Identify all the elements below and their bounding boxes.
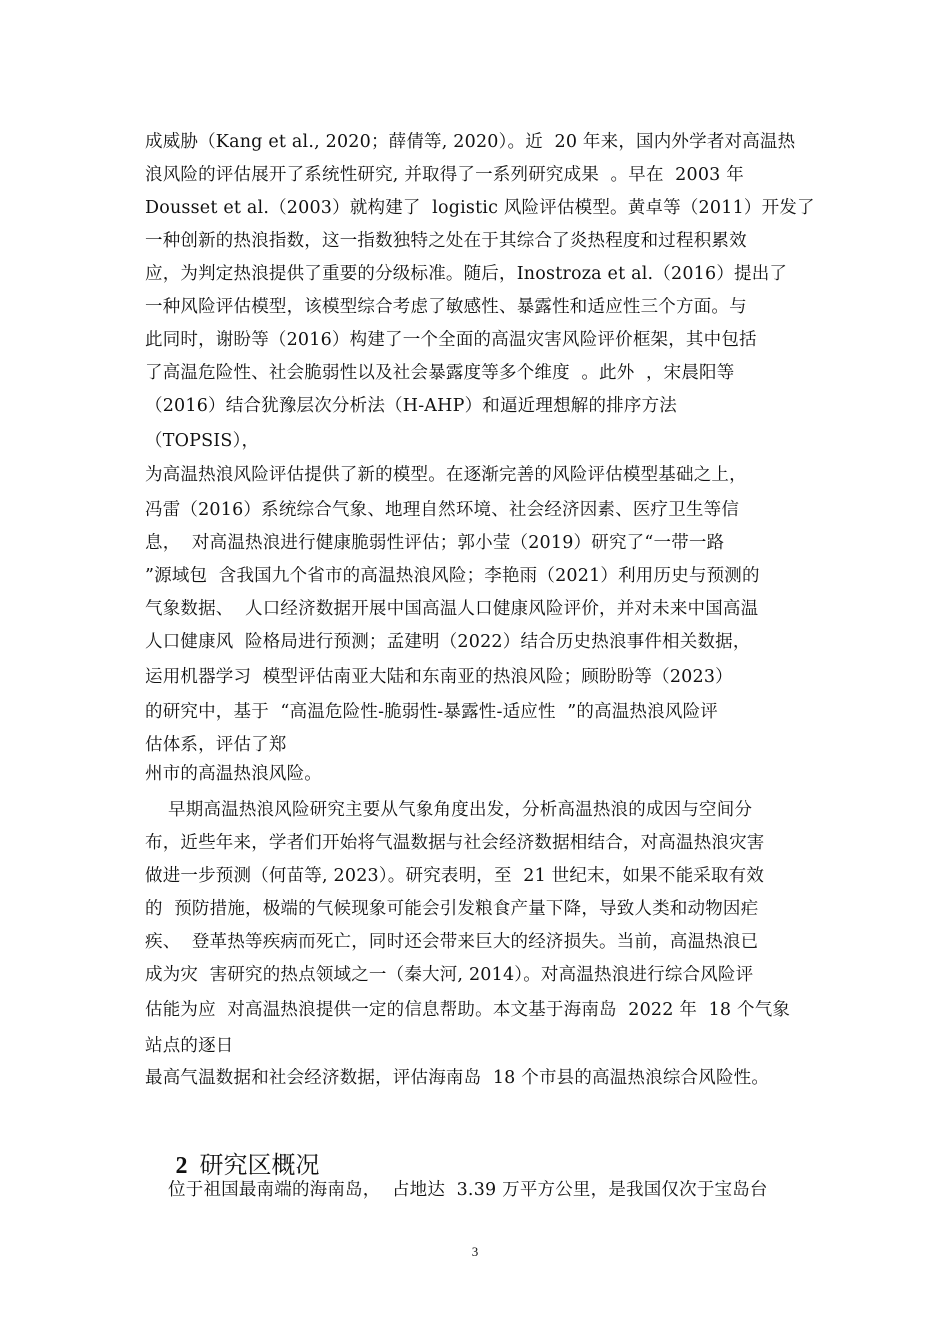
body-line: 做进一步预测（何苗等, 2023）。研究表明，至 21 世纪末，如果不能采取有效	[145, 866, 765, 886]
body-line: 位于祖国最南端的海南岛， 占地达 3.39 万平方公里，是我国仅次于宝岛台	[145, 1180, 768, 1200]
body-line: 估体系，评估了郑	[145, 735, 287, 755]
body-line: 应，为判定热浪提供了重要的分级标准。随后，Inostroza et al.（2016）提出了	[145, 264, 788, 284]
body-line: （2016）结合犹豫层次分析法（H-AHP）和逼近理想解的排序方法	[145, 396, 677, 416]
body-line: 成威胁（Kang et al., 2020；薛倩等, 2020）。近 20 年来，国内外学者对高温热	[145, 132, 796, 152]
body-line: 息， 对高温热浪进行健康脆弱性评估；郭小莹（2019）研究了“一带一路	[145, 533, 725, 553]
body-line: 了高温危险性、社会脆弱性以及社会暴露度等多个维度 。此外 ，宋晨阳等	[145, 363, 735, 383]
body-line: ”源域包 含我国九个省市的高温热浪风险；李艳雨（2021）利用历史与预测的	[145, 566, 760, 586]
body-line: 冯雷（2016）系统综合气象、地理自然环境、社会经济因素、医疗卫生等信	[145, 500, 740, 520]
body-line: 浪风险的评估展开了系统性研究, 并取得了一系列研究成果 。早在 2003 年	[145, 165, 744, 185]
page-number: 3	[471, 1244, 479, 1259]
body-line: 布，近些年来，学者们开始将气温数据与社会经济数据相结合，对高温热浪灾害	[145, 833, 765, 853]
body-line: 一种创新的热浪指数，这一指数独特之处在于其综合了炎热程度和过程积累效	[145, 231, 747, 251]
section-title: 研究区概况	[199, 1151, 320, 1179]
body-line: （TOPSIS），	[145, 431, 260, 451]
body-line: 估能为应 对高温热浪提供一定的信息帮助。本文基于海南岛 2022 年 18 个气象	[145, 1000, 791, 1020]
body-line: 成为灾 害研究的热点领域之一（秦大河, 2014）。对高温热浪进行综合风险评	[145, 965, 754, 985]
body-line: 最高气温数据和社会经济数据，评估海南岛 18 个市县的高温热浪综合风险性。	[145, 1068, 770, 1088]
body-line: Dousset et al.（2003）就构建了 logistic 风险评估模型。黄卓等（2011）开发了	[145, 198, 815, 218]
body-line: 站点的逐日	[145, 1036, 234, 1056]
body-line: 此同时，谢盼等（2016）构建了一个全面的高温灾害风险评价框架，其中包括	[145, 330, 757, 350]
body-line: 气象数据、 人口经济数据开展中国高温人口健康风险评价，并对未来中国高温	[145, 599, 759, 619]
section-number: 2	[175, 1153, 188, 1179]
body-line: 的研究中，基于 “高温危险性-脆弱性-暴露性-适应性 ”的高温热浪风险评	[145, 702, 718, 722]
body-line: 人口健康风 险格局进行预测；孟建明（2022）结合历史热浪事件相关数据，	[145, 632, 751, 652]
body-line: 早期高温热浪风险研究主要从气象角度出发，分析高温热浪的成因与空间分	[145, 800, 753, 820]
body-line: 一种风险评估模型，该模型综合考虑了敏感性、暴露性和适应性三个方面。与	[145, 297, 747, 317]
body-line: 运用机器学习 模型评估南亚大陆和东南亚的热浪风险；顾盼盼等（2023）	[145, 667, 733, 687]
body-line: 为高温热浪风险评估提供了新的模型。在逐渐完善的风险评估模型基础之上，	[145, 465, 747, 485]
body-line: 州市的高温热浪风险。	[145, 764, 322, 784]
body-line: 的 预防措施，极端的气候现象可能会引发粮食产量下降，导致人类和动物因疟	[145, 899, 759, 919]
body-line: 疾、 登革热等疾病而死亡，同时还会带来巨大的经济损失。当前，高温热浪已	[145, 932, 759, 952]
